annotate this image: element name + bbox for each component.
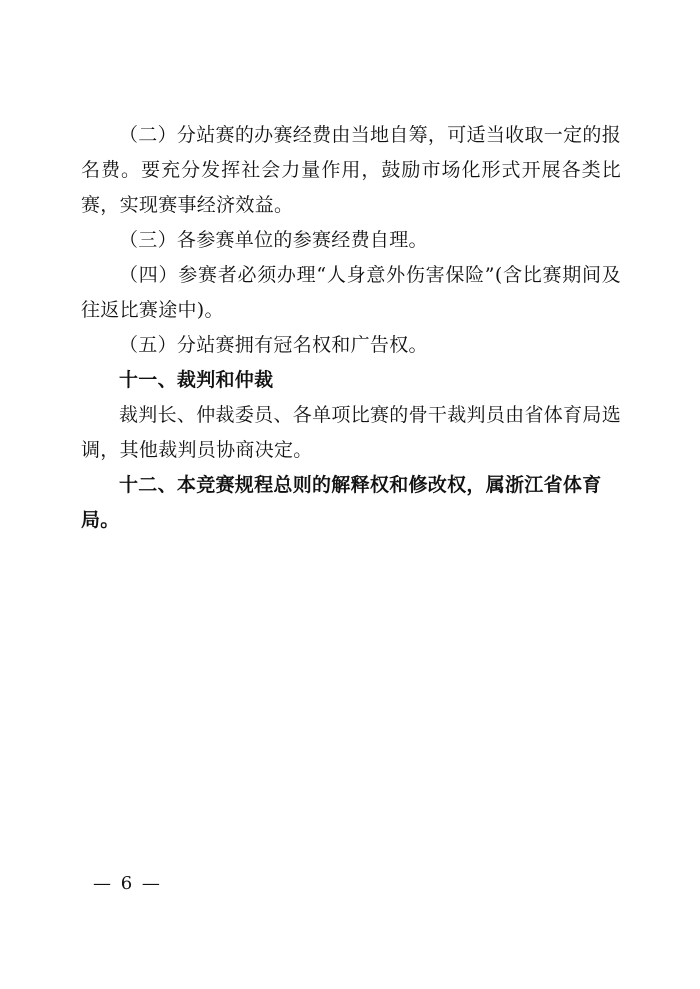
paragraph-insurance: （四）参赛者必须办理“人身意外伤害保险”(含比赛期间及往返比赛途中)。 xyxy=(81,264,621,321)
paragraph-funding-station: （二）分站赛的办赛经费由当地自筹，可适当收取一定的报名费。要充分发挥社会力量作用，鼓励市场化形式开展各类比赛，实现赛事经济效益。 xyxy=(81,124,621,216)
document-body xyxy=(81,118,621,538)
page-number: — 6 — xyxy=(93,873,162,894)
section-heading-referees: 十一、裁判和仲裁 xyxy=(119,369,274,391)
paragraph-naming-rights: （五）分站赛拥有冠名权和广告权。 xyxy=(119,334,428,356)
section-heading-interpretation: 十二、本竞赛规程总则的解释权和修改权，属浙江省体育局。 xyxy=(81,474,602,531)
paragraph-participant-fees: （三）各参赛单位的参赛经费自理。 xyxy=(119,229,428,251)
paragraph-referee-selection: 裁判长、仲裁委员、各单项比赛的骨干裁判员由省体育局选调，其他裁判员协商决定。 xyxy=(81,404,621,461)
